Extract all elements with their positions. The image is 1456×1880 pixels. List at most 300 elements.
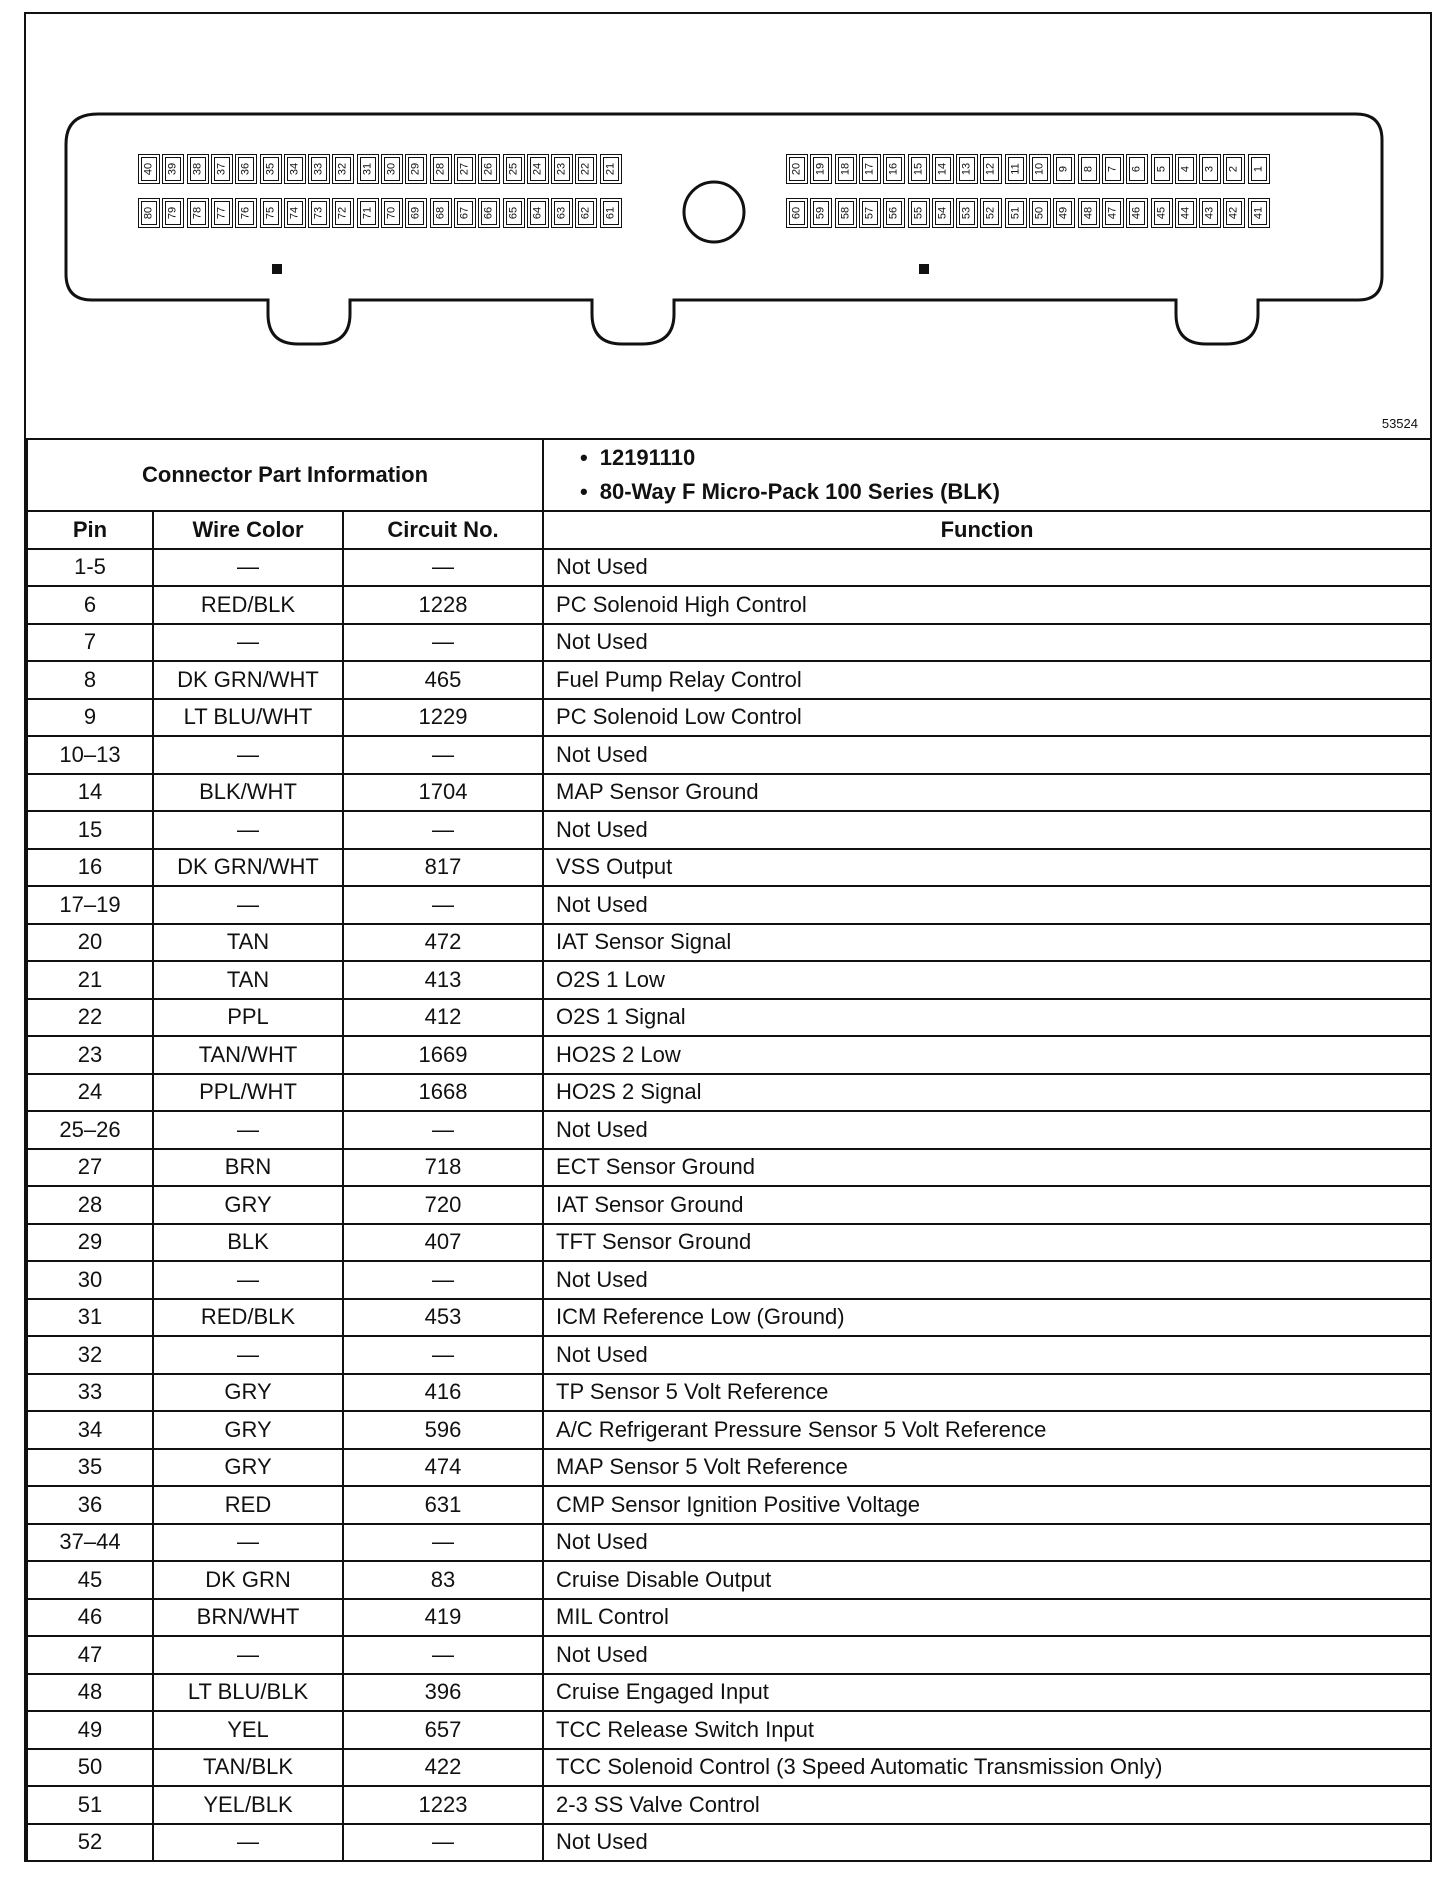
- pin-number: 28: [434, 162, 447, 176]
- pin-cavity: [575, 198, 597, 228]
- circuit-cell: 817: [343, 849, 543, 887]
- pin-cell: 1-5: [27, 549, 153, 587]
- pin-number: 12: [984, 162, 997, 176]
- figure-id: 53524: [1381, 416, 1418, 431]
- circuit-cell: 1669: [343, 1036, 543, 1074]
- pin-number: 20: [790, 162, 803, 176]
- circuit-cell: 465: [343, 661, 543, 699]
- table-row: [27, 1711, 1431, 1749]
- pin-cavity: [835, 198, 857, 228]
- pin-number: 72: [336, 206, 349, 220]
- pin-cavity: [308, 154, 330, 184]
- pin-cell: 52: [27, 1824, 153, 1862]
- pin-cavity: [1248, 154, 1270, 184]
- pin-cell: 25–26: [27, 1111, 153, 1149]
- table-row: [27, 699, 1431, 737]
- pin-number: 41: [1252, 206, 1265, 220]
- pin-number: 32: [336, 162, 349, 176]
- pin-cell: 36: [27, 1486, 153, 1524]
- table-row: [27, 1411, 1431, 1449]
- function-cell: Not Used: [543, 1261, 1431, 1299]
- pin-number: 7: [1106, 165, 1119, 173]
- pin-number: 17: [863, 162, 876, 176]
- function-cell: IAT Sensor Ground: [543, 1186, 1431, 1224]
- pin-number: 76: [239, 206, 252, 220]
- pin-number: 69: [409, 206, 422, 220]
- circuit-cell: 596: [343, 1411, 543, 1449]
- connector-diagram: [26, 14, 1430, 438]
- pin-number: 19: [814, 162, 827, 176]
- pin-cavity: [1126, 198, 1148, 228]
- pin-cavity: [527, 198, 549, 228]
- table-row: [27, 624, 1431, 662]
- pin-cavity: [932, 198, 954, 228]
- pin-cell: 49: [27, 1711, 153, 1749]
- pinout-rows: [27, 549, 1431, 1862]
- wire-color-cell: YEL/BLK: [153, 1786, 343, 1824]
- pin-cavity: [430, 154, 452, 184]
- pin-number: 31: [361, 162, 374, 176]
- connector-info-row: [27, 439, 1431, 511]
- pin-cavity: [810, 154, 832, 184]
- pin-number: 9: [1057, 165, 1070, 173]
- pin-cavity: [575, 154, 597, 184]
- pin-number: 8: [1082, 165, 1095, 173]
- pin-cell: 6: [27, 586, 153, 624]
- function-cell: Not Used: [543, 1336, 1431, 1374]
- table-row: [27, 1299, 1431, 1337]
- table-row: [27, 1824, 1431, 1862]
- pin-number: 35: [264, 162, 276, 176]
- pin-number: 10: [1033, 162, 1046, 176]
- circuit-cell: 472: [343, 924, 543, 962]
- pin-cavity: [956, 198, 978, 228]
- circuit-cell: 422: [343, 1749, 543, 1787]
- circuit-cell: —: [343, 549, 543, 587]
- pin-cavity: [1151, 154, 1173, 184]
- pin-cavity: [980, 198, 1002, 228]
- col-header-wire-color: Wire Color: [153, 511, 343, 549]
- pin-cavity: [1005, 198, 1027, 228]
- pin-number: 46: [1130, 206, 1143, 220]
- wire-color-cell: DK GRN: [153, 1561, 343, 1599]
- right-block-key-marker: [919, 264, 929, 274]
- pin-cell: 9: [27, 699, 153, 737]
- pin-cavity: [1199, 154, 1221, 184]
- pin-number: 59: [814, 206, 827, 220]
- function-cell: MIL Control: [543, 1599, 1431, 1637]
- pin-number: 66: [482, 206, 495, 220]
- circuit-cell: 1229: [343, 699, 543, 737]
- pin-cavity: [454, 198, 476, 228]
- pin-cavity: [786, 154, 808, 184]
- circuit-cell: 631: [343, 1486, 543, 1524]
- pin-cavity: [381, 198, 403, 228]
- pin-number: 37: [215, 162, 228, 176]
- circuit-cell: 1668: [343, 1074, 543, 1112]
- table-row: [27, 1374, 1431, 1412]
- circuit-cell: —: [343, 811, 543, 849]
- connector-description: • 80-Way F Micro-Pack 100 Series (BLK): [580, 475, 1430, 509]
- wire-color-cell: BRN/WHT: [153, 1599, 343, 1637]
- pin-cavity: [1102, 154, 1124, 184]
- wire-color-cell: BRN: [153, 1149, 343, 1187]
- pin-cavity: [430, 198, 452, 228]
- table-row: [27, 1074, 1431, 1112]
- table-row: [27, 811, 1431, 849]
- pin-cavity: [1223, 154, 1245, 184]
- pin-number: 75: [264, 206, 276, 220]
- pin-cell: 37–44: [27, 1524, 153, 1562]
- wire-color-cell: DK GRN/WHT: [153, 849, 343, 887]
- circuit-cell: 657: [343, 1711, 543, 1749]
- pin-cavity: [600, 198, 622, 228]
- wire-color-cell: —: [153, 1111, 343, 1149]
- function-cell: PC Solenoid Low Control: [543, 699, 1431, 737]
- pin-number: 47: [1106, 206, 1119, 220]
- table-row: [27, 886, 1431, 924]
- function-cell: 2-3 SS Valve Control: [543, 1786, 1431, 1824]
- pin-cavity: [138, 198, 160, 228]
- table-row: [27, 774, 1431, 812]
- wire-color-cell: PPL: [153, 999, 343, 1037]
- function-cell: CMP Sensor Ignition Positive Voltage: [543, 1486, 1431, 1524]
- circuit-cell: 416: [343, 1374, 543, 1412]
- pin-cavity: [211, 154, 233, 184]
- table-row: [27, 1786, 1431, 1824]
- function-cell: Not Used: [543, 886, 1431, 924]
- pin-number: 18: [839, 162, 852, 176]
- wire-color-cell: TAN: [153, 924, 343, 962]
- pin-cavity: [1029, 198, 1051, 228]
- pin-cavity: [1175, 154, 1197, 184]
- pin-number: 34: [288, 162, 301, 176]
- circuit-cell: 718: [343, 1149, 543, 1187]
- pin-number: 45: [1155, 206, 1167, 220]
- table-row: [27, 1674, 1431, 1712]
- wire-color-cell: TAN: [153, 961, 343, 999]
- pin-cavity: [600, 154, 622, 184]
- function-cell: Fuel Pump Relay Control: [543, 661, 1431, 699]
- table-row: [27, 661, 1431, 699]
- pin-cell: 14: [27, 774, 153, 812]
- pin-cavity: [527, 154, 549, 184]
- pin-cavity: [138, 154, 160, 184]
- wire-color-cell: YEL: [153, 1711, 343, 1749]
- wire-color-cell: —: [153, 1261, 343, 1299]
- table-row: [27, 1336, 1431, 1374]
- pin-cell: 15: [27, 811, 153, 849]
- pin-cavity: [1102, 198, 1124, 228]
- pin-cavity: [405, 154, 427, 184]
- pin-cavity: [405, 198, 427, 228]
- pin-cavity: [810, 198, 832, 228]
- table-row: [27, 1449, 1431, 1487]
- pin-cavity: [260, 154, 282, 184]
- wire-color-cell: BLK/WHT: [153, 774, 343, 812]
- wire-color-cell: —: [153, 549, 343, 587]
- pin-cavity: [357, 198, 379, 228]
- pin-number: 26: [482, 162, 495, 176]
- pin-number: 51: [1009, 206, 1022, 220]
- pin-cavity: [235, 154, 257, 184]
- pin-cell: 23: [27, 1036, 153, 1074]
- pin-cavity: [332, 198, 354, 228]
- pin-cell: 24: [27, 1074, 153, 1112]
- pin-cavity: [260, 198, 282, 228]
- function-cell: Not Used: [543, 1524, 1431, 1562]
- wire-color-cell: —: [153, 1824, 343, 1862]
- pin-cavity: [1078, 198, 1100, 228]
- function-cell: Cruise Engaged Input: [543, 1674, 1431, 1712]
- pin-number: 4: [1179, 165, 1192, 173]
- table-row: [27, 586, 1431, 624]
- function-cell: Not Used: [543, 549, 1431, 587]
- pin-cavity: [1175, 198, 1197, 228]
- pin-cavity: [503, 198, 525, 228]
- circuit-cell: —: [343, 1111, 543, 1149]
- pin-cell: 16: [27, 849, 153, 887]
- circuit-cell: 83: [343, 1561, 543, 1599]
- table-row: [27, 999, 1431, 1037]
- wire-color-cell: PPL/WHT: [153, 1074, 343, 1112]
- pin-cell: 27: [27, 1149, 153, 1187]
- function-cell: MAP Sensor Ground: [543, 774, 1431, 812]
- pin-cavity: [786, 198, 808, 228]
- pin-number: 52: [984, 206, 997, 220]
- pin-number: 25: [507, 162, 519, 176]
- function-cell: TCC Solenoid Control (3 Speed Automatic Transmission Only): [543, 1749, 1431, 1787]
- pin-cavity: [908, 154, 930, 184]
- pin-cell: 7: [27, 624, 153, 662]
- pinout-frame: [24, 12, 1432, 1862]
- wire-color-cell: GRY: [153, 1411, 343, 1449]
- pin-cavity: [551, 198, 573, 228]
- connector-part-number: • 12191110: [580, 441, 1430, 475]
- pin-number: 33: [312, 162, 325, 176]
- wire-color-cell: RED: [153, 1486, 343, 1524]
- pin-number: 43: [1203, 206, 1216, 220]
- pin-number: 38: [191, 162, 204, 176]
- pin-cell: 32: [27, 1336, 153, 1374]
- connector-info-label: Connector Part Information: [27, 439, 543, 511]
- pin-cavity: [187, 154, 209, 184]
- circuit-cell: —: [343, 1824, 543, 1862]
- pin-number: 24: [531, 162, 544, 176]
- wire-color-cell: —: [153, 624, 343, 662]
- function-cell: Not Used: [543, 811, 1431, 849]
- pin-number: 55: [912, 206, 924, 220]
- pin-cavity: [381, 154, 403, 184]
- wire-color-cell: LT BLU/WHT: [153, 699, 343, 737]
- pin-cavity: [551, 154, 573, 184]
- table-row: [27, 1486, 1431, 1524]
- pin-cell: 50: [27, 1749, 153, 1787]
- function-cell: ECT Sensor Ground: [543, 1149, 1431, 1187]
- pin-cavity: [284, 198, 306, 228]
- circuit-cell: 419: [343, 1599, 543, 1637]
- connector-info-values: [543, 439, 1431, 511]
- pin-cavity: [1029, 154, 1051, 184]
- pin-cavity: [1223, 198, 1245, 228]
- pin-number: 63: [555, 206, 568, 220]
- pin-number: 29: [409, 162, 422, 176]
- function-cell: HO2S 2 Low: [543, 1036, 1431, 1074]
- pin-number: 74: [288, 206, 301, 220]
- pin-number: 2: [1227, 165, 1240, 173]
- table-row: [27, 736, 1431, 774]
- function-cell: A/C Refrigerant Pressure Sensor 5 Volt Reference: [543, 1411, 1431, 1449]
- wire-color-cell: BLK: [153, 1224, 343, 1262]
- pin-cell: 21: [27, 961, 153, 999]
- table-row: [27, 849, 1431, 887]
- pin-number: 56: [887, 206, 900, 220]
- function-cell: TFT Sensor Ground: [543, 1224, 1431, 1262]
- col-header-pin: Pin: [27, 511, 153, 549]
- pin-number: 3: [1203, 165, 1216, 173]
- pin-number: 30: [385, 162, 398, 176]
- pin-cavity: [478, 198, 500, 228]
- table-row: [27, 1261, 1431, 1299]
- pin-number: 53: [960, 206, 973, 220]
- function-cell: O2S 1 Signal: [543, 999, 1431, 1037]
- circuit-cell: 720: [343, 1186, 543, 1224]
- pin-cavity: [859, 198, 881, 228]
- pin-cavity: [211, 198, 233, 228]
- circuit-cell: 407: [343, 1224, 543, 1262]
- pin-cell: 8: [27, 661, 153, 699]
- table-row: [27, 1524, 1431, 1562]
- pin-cavity: [187, 198, 209, 228]
- wire-color-cell: GRY: [153, 1374, 343, 1412]
- pin-cavity: [1053, 198, 1075, 228]
- pin-number: 58: [839, 206, 852, 220]
- wire-color-cell: RED/BLK: [153, 586, 343, 624]
- table-row: [27, 1186, 1431, 1224]
- pin-number: 27: [458, 162, 471, 176]
- pin-cavity: [1053, 154, 1075, 184]
- pin-number: 60: [790, 206, 803, 220]
- wire-color-cell: GRY: [153, 1449, 343, 1487]
- pin-cavity: [908, 198, 930, 228]
- pin-cavity: [1151, 198, 1173, 228]
- wire-color-cell: —: [153, 1336, 343, 1374]
- pin-cavity: [308, 198, 330, 228]
- header-row: [27, 511, 1431, 549]
- wire-color-cell: —: [153, 886, 343, 924]
- pin-number: 6: [1130, 165, 1143, 173]
- pin-number: 73: [312, 206, 325, 220]
- pin-cavity: [835, 154, 857, 184]
- pin-number: 42: [1227, 206, 1240, 220]
- pin-number: 11: [1009, 163, 1022, 175]
- pin-cavity: [883, 154, 905, 184]
- circuit-cell: —: [343, 1524, 543, 1562]
- pin-cavity: [332, 154, 354, 184]
- pin-cavity: [478, 154, 500, 184]
- pin-number: 1: [1252, 165, 1265, 173]
- pin-cell: 47: [27, 1636, 153, 1674]
- pin-cavity: [503, 154, 525, 184]
- pin-number: 77: [215, 206, 228, 220]
- wire-color-cell: —: [153, 1524, 343, 1562]
- circuit-cell: —: [343, 886, 543, 924]
- circuit-cell: —: [343, 1336, 543, 1374]
- pin-cavity: [956, 154, 978, 184]
- circuit-cell: 1223: [343, 1786, 543, 1824]
- pin-number: 15: [912, 162, 924, 176]
- pin-number: 54: [936, 206, 949, 220]
- table-row: [27, 549, 1431, 587]
- pin-cell: 34: [27, 1411, 153, 1449]
- function-cell: Not Used: [543, 736, 1431, 774]
- wire-color-cell: DK GRN/WHT: [153, 661, 343, 699]
- table-row: [27, 1636, 1431, 1674]
- col-header-function: Function: [543, 511, 1431, 549]
- pin-number: 64: [531, 206, 544, 220]
- wire-color-cell: —: [153, 1636, 343, 1674]
- pin-number: 39: [166, 162, 179, 176]
- pin-cavity: [859, 154, 881, 184]
- function-cell: VSS Output: [543, 849, 1431, 887]
- pin-number: 71: [361, 206, 374, 220]
- pin-number: 70: [385, 206, 398, 220]
- pinout-table: [26, 438, 1432, 1862]
- pin-number: 67: [458, 206, 471, 220]
- pin-cell: 51: [27, 1786, 153, 1824]
- function-cell: IAT Sensor Signal: [543, 924, 1431, 962]
- function-cell: MAP Sensor 5 Volt Reference: [543, 1449, 1431, 1487]
- pin-number: 14: [936, 162, 949, 176]
- function-cell: TCC Release Switch Input: [543, 1711, 1431, 1749]
- pin-number: 40: [142, 162, 155, 176]
- table-row: [27, 1561, 1431, 1599]
- table-row: [27, 1036, 1431, 1074]
- table-row: [27, 1749, 1431, 1787]
- table-row: [27, 1599, 1431, 1637]
- pin-cell: 33: [27, 1374, 153, 1412]
- wire-color-cell: —: [153, 811, 343, 849]
- function-cell: Not Used: [543, 1636, 1431, 1674]
- pin-cavity: [883, 198, 905, 228]
- pin-cavity: [1248, 198, 1270, 228]
- function-cell: Not Used: [543, 1111, 1431, 1149]
- pin-number: 44: [1179, 206, 1192, 220]
- circuit-cell: 413: [343, 961, 543, 999]
- pin-number: 65: [507, 206, 519, 220]
- table-row: [27, 1224, 1431, 1262]
- pin-cavity: [1005, 154, 1027, 184]
- function-cell: TP Sensor 5 Volt Reference: [543, 1374, 1431, 1412]
- function-cell: ICM Reference Low (Ground): [543, 1299, 1431, 1337]
- function-cell: O2S 1 Low: [543, 961, 1431, 999]
- table-row: [27, 924, 1431, 962]
- pin-cell: 22: [27, 999, 153, 1037]
- pin-cell: 20: [27, 924, 153, 962]
- function-cell: PC Solenoid High Control: [543, 586, 1431, 624]
- pin-cavity: [162, 198, 184, 228]
- circuit-cell: 1228: [343, 586, 543, 624]
- circuit-cell: —: [343, 1261, 543, 1299]
- circuit-cell: 453: [343, 1299, 543, 1337]
- pin-cell: 29: [27, 1224, 153, 1262]
- circuit-cell: —: [343, 624, 543, 662]
- left-block-key-marker: [272, 264, 282, 274]
- pin-number: 80: [142, 206, 155, 220]
- pin-cavity: [980, 154, 1002, 184]
- table-row: [27, 1149, 1431, 1187]
- pin-number: 16: [887, 162, 900, 176]
